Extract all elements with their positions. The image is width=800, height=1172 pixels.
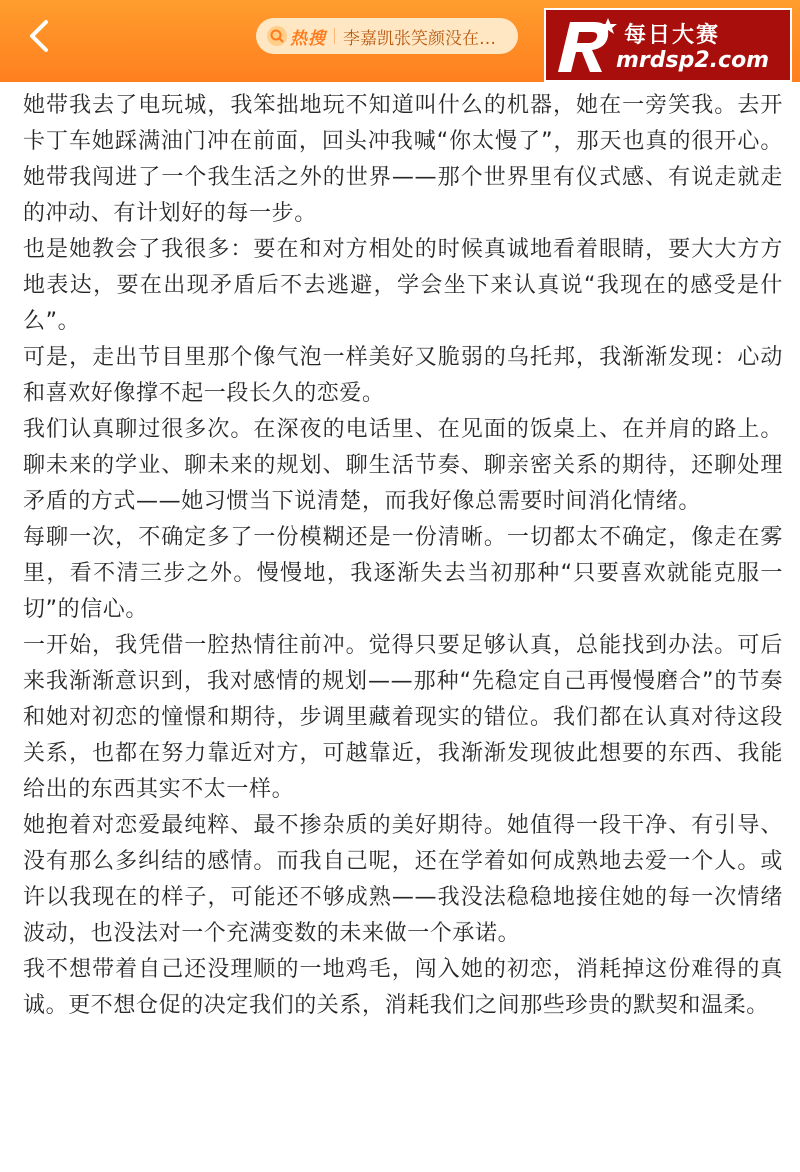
watermark-url: mrdsp2.com xyxy=(616,48,770,73)
trending-query-text: 李嘉凯张笑颜没在… xyxy=(343,28,496,49)
article-paragraph: 我不想带着自己还没理顺的一地鸡毛，闯入她的初恋，消耗掉这份难得的真诚。更不想仓促的决定我们的关系，消耗我们之间那些珍贵的默契和温柔。 xyxy=(23,957,783,1018)
watermark-r-logo-icon xyxy=(552,16,622,76)
article-paragraph: 每聊一次，不确定多了一份模糊还是一份清晰。一切都太不确定，像走在雾里，看不清三步之外。慢慢地，我逐渐失去当初那种“只要喜欢就能克服一切”的信心。 xyxy=(23,525,783,622)
article-paragraph: 她带我去了电玩城，我笨拙地玩不知道叫什么的机器，她在一旁笑我。去开卡丁车她踩满油门冲在前面，回头冲我喊“你太慢了”，那天也真的很开心。她带我闯进了一个我生活之外的世界——那个世界里有仪式感、有说走就走的冲动、有计划好的每一步。 xyxy=(23,93,783,226)
article-body xyxy=(23,88,783,1024)
article-paragraph: 她抱着对恋爱最纯粹、最不掺杂质的美好期待。她值得一段干净、有引导、没有那么多纠结的感情。而我自己呢，还在学着如何成熟地去爱一个人。或许以我现在的样子，可能还不够成熟——我没法稳稳地接住她的每一次情绪波动，也没法对一个充满变数的未来做一个承诺。 xyxy=(23,813,783,946)
search-icon xyxy=(266,25,288,47)
article-paragraph: 也是她教会了我很多：要在和对方相处的时候真诚地看着眼睛，要大大方方地表达，要在出现矛盾后不去逃避，学会坐下来认真说“我现在的感受是什么”。 xyxy=(23,237,783,334)
top-bar xyxy=(0,0,800,82)
article-paragraph: 可是，走出节目里那个像气泡一样美好又脆弱的乌托邦，我渐渐发现：心动和喜欢好像撑不起一段长久的恋爱。 xyxy=(23,345,783,406)
back-arrow-icon xyxy=(20,14,64,58)
pill-divider xyxy=(334,28,335,44)
article-paragraph: 一开始，我凭借一腔热情往前冲。觉得只要足够认真，总能找到办法。可后来我渐渐意识到，我对感情的规划——那种“先稳定自己再慢慢磨合”的节奏和她对初恋的憧憬和期待，步调里藏着现实的错位。我们都在认真对待这段关系，也都在努力靠近对方，可越靠近，我渐渐发现彼此想要的东西、我能给出的东西其实不太一样。 xyxy=(23,633,783,802)
trending-search-pill[interactable] xyxy=(256,18,518,54)
article-paragraph: 我们认真聊过很多次。在深夜的电话里、在见面的饭桌上、在并肩的路上。聊未来的学业、聊未来的规划、聊生活节奏、聊亲密关系的期待，还聊处理矛盾的方式——她习惯当下说清楚，而我好像总需要时间消化情绪。 xyxy=(23,417,783,514)
back-button[interactable] xyxy=(20,14,64,58)
watermark-name: 每日大赛 xyxy=(624,23,721,48)
hot-search-tag: 热搜 xyxy=(290,28,326,49)
watermark-logo xyxy=(544,8,792,82)
